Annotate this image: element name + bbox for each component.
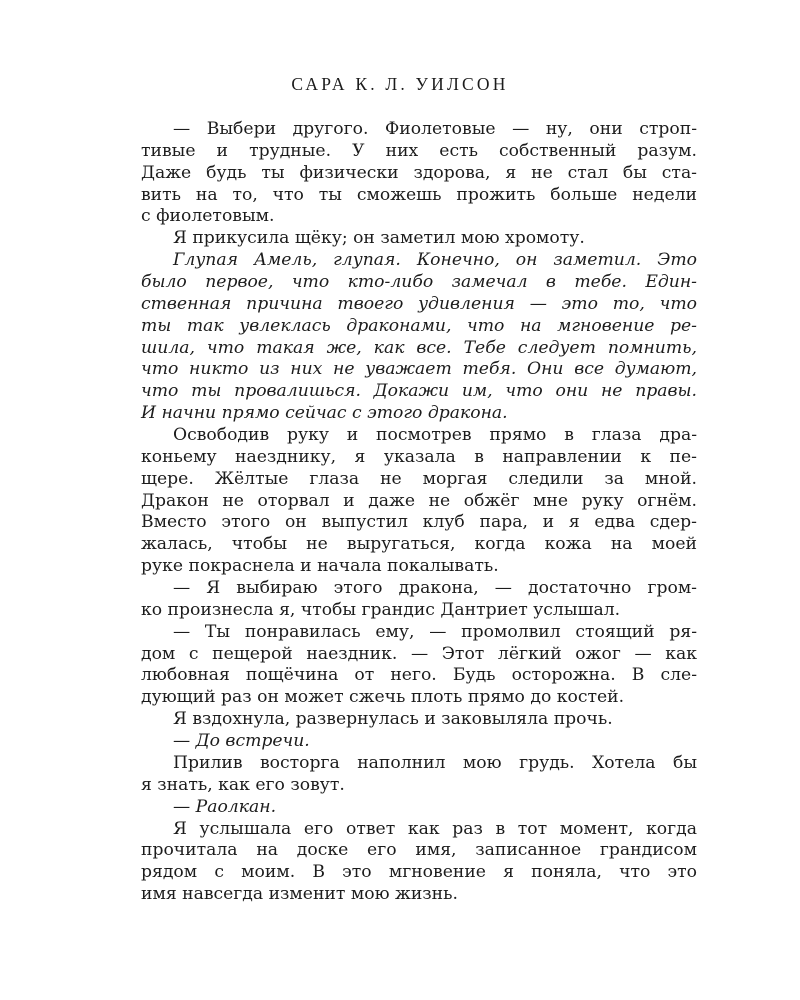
text-line: Вместо этого он выпустил клуб пара, и я едва сдер- <box>141 512 697 533</box>
text-line: коньему наезднику, я указала в направлении к пе- <box>141 446 697 467</box>
text-line: любовная пощёчина от него. Будь осторожна. В сле- <box>141 665 697 686</box>
text-line: с фиолетовым. <box>141 206 275 227</box>
text-line: я знать, как его зовут. <box>141 774 345 795</box>
text-line: Освободив руку и посмотрев прямо в глаза дра- <box>173 425 697 446</box>
text-line: Дракон не оторвал и даже не обжёг мне руку огнём. <box>141 490 697 511</box>
text-line: тивые и трудные. У них есть собственный разум. <box>141 140 697 161</box>
text-line: Прилив восторга наполнил мою грудь. Хотела бы <box>173 752 697 773</box>
italic-text-line: — Раолкан. <box>173 796 277 817</box>
text-line: вить на то, что ты сможешь прожить больше недели <box>141 184 697 205</box>
text-line: прочитала на доске его имя, записанное грандисом <box>141 840 697 861</box>
text-line: щере. Жёлтые глаза не моргая следили за мной. <box>141 468 697 489</box>
text-line: жалась, чтобы не выругаться, когда кожа на моей <box>141 534 697 555</box>
text-line: рядом с моим. В это мгновение я поняла, что это <box>141 862 697 883</box>
italic-text-line: что никто из них не уважает тебя. Они все думают, <box>141 359 697 380</box>
text-line: дующий раз он может сжечь плоть прямо до костей. <box>141 687 625 708</box>
italic-text-line: ственная причина твоего удивления — это то, что <box>141 293 697 314</box>
text-line: — Ты понравилась ему, — промолвил стоящий ря- <box>173 621 697 642</box>
text-line: Я прикусила щёку; он заметил мою хромоту. <box>173 228 585 249</box>
text-line: Я вздохнула, развернулась и заковыляла прочь. <box>173 709 613 730</box>
italic-text-line: что ты провалишься. Докажи им, что они не правы. <box>141 381 697 402</box>
text-line: — Я выбираю этого дракона, — достаточно гром- <box>173 578 697 599</box>
italic-text-line: шила, что такая же, как все. Тебе следует помнить, <box>141 337 697 358</box>
text-line: имя навсегда изменит мою жизнь. <box>141 884 458 905</box>
running-head-author: САРА К. Л. УИЛСОН <box>291 74 509 94</box>
text-line: ко произнесла я, чтобы грандис Дантриет услышал. <box>141 599 621 620</box>
body-text <box>141 119 697 906</box>
text-line: Даже будь ты физически здорова, я не стал бы ста- <box>141 162 697 183</box>
italic-text-line: И начни прямо сейчас с этого дракона. <box>141 403 508 424</box>
text-line: — Выбери другого. Фиолетовые — ну, они строп- <box>173 119 697 139</box>
text-line: дом с пещерой наездник. — Этот лёгкий ожог — как <box>141 643 697 664</box>
text-line: Я услышала его ответ как раз в тот момент, когда <box>173 818 697 839</box>
italic-text-line: Глупая Амель, глупая. Конечно, он заметил. Это <box>173 250 697 271</box>
italic-text-line: было первое, что кто-либо замечал в тебе. Един- <box>141 272 697 293</box>
italic-text-line: — До встречи. <box>173 731 310 752</box>
text-line: руке покраснела и начала покалывать. <box>141 556 499 577</box>
italic-text-line: ты так увлеклась драконами, что на мгновение ре- <box>141 315 697 336</box>
